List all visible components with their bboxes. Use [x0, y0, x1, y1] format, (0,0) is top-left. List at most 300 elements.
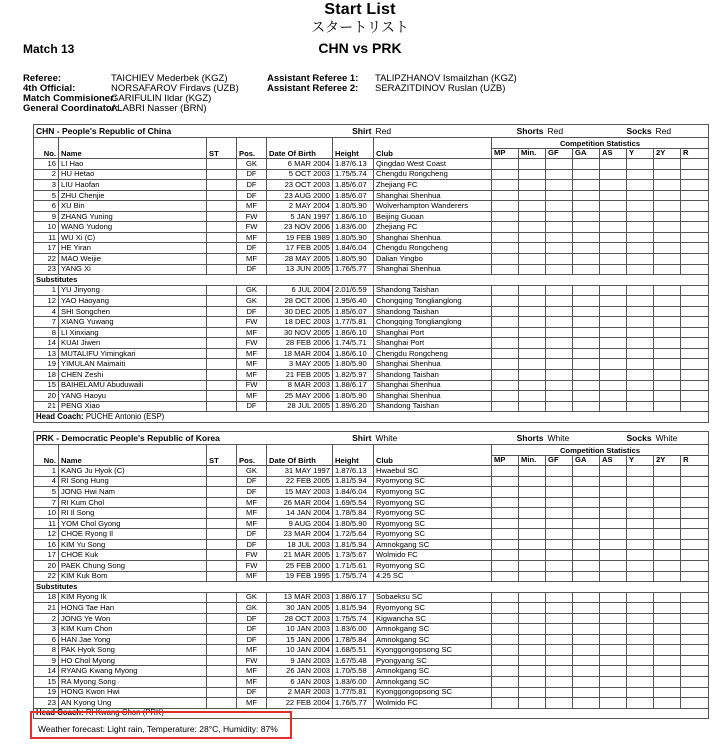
stat-cell	[654, 380, 681, 391]
stat-cell	[519, 529, 546, 540]
stat-cell	[654, 687, 681, 698]
stat-cell	[546, 645, 573, 656]
player-number: 22	[34, 254, 59, 265]
player-number: 18	[34, 592, 59, 603]
player-dob: 15 MAY 2003	[267, 487, 333, 498]
player-dob: 22 FEB 2005	[267, 476, 333, 487]
player-number: 4	[34, 306, 59, 317]
stat-cell	[546, 624, 573, 635]
stat-cell	[519, 190, 546, 201]
col-header-club: Club	[374, 138, 492, 159]
stat-cell	[681, 211, 709, 222]
stat-cell	[492, 180, 519, 191]
player-position: DF	[237, 476, 267, 487]
player-st	[207, 327, 237, 338]
player-club: Ryomyong SC	[374, 508, 492, 519]
player-number: 18	[34, 370, 59, 381]
stat-cell	[573, 348, 600, 359]
head-coach-name: RI Kwang Chon (PRK)	[85, 708, 164, 718]
player-club: Chengdu Rongcheng	[374, 169, 492, 180]
player-name: PAEK Chung Song	[59, 561, 207, 572]
stat-cell	[654, 296, 681, 307]
column-header-row	[34, 445, 709, 456]
player-number: 15	[34, 380, 59, 391]
player-number: 11	[34, 232, 59, 243]
stat-cell	[681, 466, 709, 477]
stat-cell	[519, 698, 546, 709]
stat-cell	[627, 243, 654, 254]
stat-cell	[492, 391, 519, 402]
stat-cell	[600, 159, 627, 170]
stat-cell	[519, 645, 546, 656]
stat-cell	[519, 317, 546, 328]
player-height: 1.88/6.17	[333, 380, 374, 391]
player-number: 17	[34, 243, 59, 254]
stat-cell	[600, 370, 627, 381]
stat-cell	[600, 655, 627, 666]
stat-cell	[654, 698, 681, 709]
head-coach	[34, 412, 709, 423]
stat-cell	[546, 497, 573, 508]
stat-cell	[627, 677, 654, 688]
player-st	[207, 539, 237, 550]
stat-cell	[519, 391, 546, 402]
stat-cell	[627, 687, 654, 698]
stat-cell	[492, 698, 519, 709]
player-number: 21	[34, 603, 59, 614]
stat-cell	[654, 201, 681, 212]
stat-cell	[600, 232, 627, 243]
player-height: 1.72/5.64	[333, 529, 374, 540]
stat-cell	[519, 539, 546, 550]
stat-cell	[681, 624, 709, 635]
stat-cell	[600, 243, 627, 254]
player-position: GK	[237, 285, 267, 296]
officials-right	[267, 74, 517, 94]
player-position: MF	[237, 645, 267, 656]
player-club: Chongqing Tonglianglong	[374, 296, 492, 307]
stat-cell	[654, 497, 681, 508]
player-dob: 9 AUG 2004	[267, 518, 333, 529]
col-header-no: No.	[34, 138, 59, 159]
stat-cell	[519, 571, 546, 582]
player-height: 1.76/5.77	[333, 264, 374, 275]
player-dob: 23 AUG 2000	[267, 190, 333, 201]
stat-cell	[681, 359, 709, 370]
col-header-height: Height	[333, 445, 374, 466]
player-name: AN Kyong Ung	[59, 698, 207, 709]
stat-cell	[492, 687, 519, 698]
stat-cell	[600, 254, 627, 265]
player-dob: 18 JUL 2003	[267, 539, 333, 550]
stat-cell	[654, 550, 681, 561]
player-position: GK	[237, 466, 267, 477]
stat-cell	[627, 159, 654, 170]
stat-cell	[681, 613, 709, 624]
stat-cell	[600, 466, 627, 477]
player-height: 1.77/5.81	[333, 687, 374, 698]
player-row	[34, 380, 709, 391]
stat-cell	[492, 338, 519, 349]
stat-cell	[600, 666, 627, 677]
stat-cell	[600, 603, 627, 614]
player-dob: 18 DEC 2003	[267, 317, 333, 328]
stat-cell	[519, 169, 546, 180]
stat-cell	[546, 327, 573, 338]
player-row	[34, 497, 709, 508]
player-number: 16	[34, 539, 59, 550]
player-number: 12	[34, 529, 59, 540]
stat-cell	[681, 497, 709, 508]
player-number: 20	[34, 561, 59, 572]
official-row	[23, 104, 239, 114]
player-height: 1.81/5.94	[333, 476, 374, 487]
player-name: KANG Ju Hyok (C)	[59, 466, 207, 477]
official-label: Assistant Referee 1:	[267, 73, 359, 84]
stat-cell	[573, 169, 600, 180]
player-club: Shandong Taishan	[374, 306, 492, 317]
stat-cell	[573, 285, 600, 296]
player-position: MF	[237, 698, 267, 709]
stat-cell	[546, 613, 573, 624]
stat-cell	[573, 359, 600, 370]
player-dob: 9 JAN 2003	[267, 655, 333, 666]
stat-cell	[627, 497, 654, 508]
official-label: Assistant Referee 2:	[267, 83, 359, 94]
player-name: RI Song Hung	[59, 476, 207, 487]
stat-cell	[681, 254, 709, 265]
player-name: KIM Yu Song	[59, 539, 207, 550]
stat-cell	[519, 243, 546, 254]
stat-cell	[546, 391, 573, 402]
player-dob: 13 JUN 2005	[267, 264, 333, 275]
player-club: Beijing Guoan	[374, 211, 492, 222]
player-height: 2.01/6.59	[333, 285, 374, 296]
stat-cell	[627, 634, 654, 645]
stat-cell	[492, 306, 519, 317]
player-row	[34, 539, 709, 550]
stat-cell	[546, 190, 573, 201]
stat-cell	[492, 285, 519, 296]
stat-cell	[654, 529, 681, 540]
stat-cell	[681, 487, 709, 498]
player-st	[207, 634, 237, 645]
player-height: 1.80/5.90	[333, 232, 374, 243]
player-name: LI Hao	[59, 159, 207, 170]
official-label: Match Commisioner:	[23, 93, 117, 104]
player-height: 1.87/6.13	[333, 466, 374, 477]
player-height: 1.84/6.04	[333, 243, 374, 254]
stat-cell	[681, 190, 709, 201]
player-dob: 17 FEB 2005	[267, 243, 333, 254]
team-table-chn	[33, 124, 709, 423]
stat-cell	[627, 561, 654, 572]
player-club: Qingdao West Coast	[374, 159, 492, 170]
stat-cell	[546, 401, 573, 412]
player-number: 19	[34, 687, 59, 698]
stat-cell	[654, 190, 681, 201]
stat-cell	[546, 561, 573, 572]
col-header-pos: Pos.	[237, 445, 267, 466]
player-name: BAIHELAMU Abuduwaili	[59, 380, 207, 391]
player-row	[34, 391, 709, 402]
player-number: 14	[34, 666, 59, 677]
player-height: 1.82/5.97	[333, 370, 374, 381]
stat-cell	[546, 466, 573, 477]
player-name: ZHU Chenjie	[59, 190, 207, 201]
player-number: 11	[34, 518, 59, 529]
player-dob: 23 NOV 2006	[267, 222, 333, 233]
stat-cell	[573, 370, 600, 381]
stat-cell	[600, 264, 627, 275]
stat-cell	[627, 201, 654, 212]
player-height: 1.86/6.10	[333, 327, 374, 338]
stat-cell	[627, 518, 654, 529]
stat-cell	[600, 306, 627, 317]
player-club: Ryomyong SC	[374, 497, 492, 508]
stat-cell	[627, 359, 654, 370]
player-name: CHOE Kuk	[59, 550, 207, 561]
stat-cell	[681, 180, 709, 191]
player-height: 1.85/6.07	[333, 180, 374, 191]
stat-cell	[546, 169, 573, 180]
stat-header: GF	[546, 148, 573, 159]
player-height: 1.83/6.00	[333, 677, 374, 688]
stat-cell	[546, 508, 573, 519]
player-row	[34, 159, 709, 170]
official-label: 4th Official:	[23, 83, 76, 94]
stat-cell	[681, 201, 709, 212]
player-st	[207, 380, 237, 391]
stat-cell	[492, 624, 519, 635]
player-position: DF	[237, 243, 267, 254]
player-club: Zhejiang FC	[374, 222, 492, 233]
player-st	[207, 497, 237, 508]
stat-cell	[654, 359, 681, 370]
player-name: PENG Xiao	[59, 401, 207, 412]
stat-cell	[681, 476, 709, 487]
player-row	[34, 222, 709, 233]
stat-cell	[600, 391, 627, 402]
stat-cell	[519, 285, 546, 296]
stat-cell	[573, 497, 600, 508]
stat-cell	[546, 666, 573, 677]
player-height: 1.81/5.94	[333, 539, 374, 550]
player-height: 1.69/5.54	[333, 497, 374, 508]
stat-cell	[600, 201, 627, 212]
player-dob: 5 OCT 2003	[267, 169, 333, 180]
stat-cell	[627, 550, 654, 561]
player-dob: 30 DEC 2005	[267, 306, 333, 317]
stat-cell	[654, 624, 681, 635]
player-height: 1.77/5.81	[333, 317, 374, 328]
player-club: Pyongyang SC	[374, 655, 492, 666]
stat-cell	[654, 232, 681, 243]
stat-cell	[492, 677, 519, 688]
stat-cell	[654, 508, 681, 519]
stat-header: 2Y	[654, 148, 681, 159]
stat-cell	[546, 180, 573, 191]
stat-cell	[600, 348, 627, 359]
player-row	[34, 603, 709, 614]
player-name: CHOE Ryong Il	[59, 529, 207, 540]
stat-cell	[519, 592, 546, 603]
stat-cell	[519, 561, 546, 572]
stat-cell	[681, 561, 709, 572]
player-club: Shanghai Shenhua	[374, 391, 492, 402]
stat-cell	[492, 254, 519, 265]
stat-cell	[492, 359, 519, 370]
stat-cell	[573, 603, 600, 614]
stat-cell	[492, 264, 519, 275]
player-st	[207, 687, 237, 698]
player-height: 1.80/5.90	[333, 391, 374, 402]
player-dob: 25 MAY 2006	[267, 391, 333, 402]
player-position: FW	[237, 338, 267, 349]
player-position: MF	[237, 327, 267, 338]
stat-cell	[492, 550, 519, 561]
stat-header: GA	[573, 455, 600, 466]
stat-cell	[681, 687, 709, 698]
player-position: DF	[237, 306, 267, 317]
player-st	[207, 677, 237, 688]
player-name: YANG Xi	[59, 264, 207, 275]
player-dob: 2 MAY 2004	[267, 201, 333, 212]
stat-cell	[519, 222, 546, 233]
player-st	[207, 348, 237, 359]
player-position: DF	[237, 180, 267, 191]
stat-cell	[627, 180, 654, 191]
player-name: RI Il Song	[59, 508, 207, 519]
player-position: MF	[237, 232, 267, 243]
stat-header: Min.	[519, 455, 546, 466]
stat-cell	[627, 338, 654, 349]
player-st	[207, 317, 237, 328]
player-club: Chongqing Tonglianglong	[374, 317, 492, 328]
stat-cell	[627, 476, 654, 487]
col-header-name: Name	[59, 138, 207, 159]
player-height: 1.81/5.94	[333, 603, 374, 614]
stat-cell	[573, 190, 600, 201]
player-club: Shanghai Shenhua	[374, 359, 492, 370]
player-dob: 18 MAR 2004	[267, 348, 333, 359]
stat-cell	[681, 518, 709, 529]
stat-cell	[546, 359, 573, 370]
stat-cell	[546, 571, 573, 582]
player-position: MF	[237, 348, 267, 359]
player-position: DF	[237, 264, 267, 275]
stat-cell	[519, 655, 546, 666]
player-name: MUTALIFU Yimingkari	[59, 348, 207, 359]
player-st	[207, 698, 237, 709]
player-club: Amnokgang SC	[374, 666, 492, 677]
player-st	[207, 666, 237, 677]
player-club: Chengdu Rongcheng	[374, 348, 492, 359]
player-dob: 19 FEB 1995	[267, 571, 333, 582]
player-st	[207, 211, 237, 222]
player-height: 1.85/6.07	[333, 190, 374, 201]
player-row	[34, 529, 709, 540]
player-club: 4.25 SC	[374, 571, 492, 582]
player-name: RI Kum Chol	[59, 497, 207, 508]
stat-cell	[519, 296, 546, 307]
player-name: JONG Ye Won	[59, 613, 207, 624]
player-position: GK	[237, 592, 267, 603]
player-number: 23	[34, 264, 59, 275]
player-number: 16	[34, 159, 59, 170]
player-st	[207, 401, 237, 412]
stat-cell	[627, 666, 654, 677]
head-coach-label: Head Coach:	[36, 411, 84, 421]
player-position: FW	[237, 317, 267, 328]
player-height: 1.75/5.74	[333, 571, 374, 582]
stat-cell	[546, 380, 573, 391]
stat-cell	[600, 359, 627, 370]
player-row	[34, 624, 709, 635]
stat-cell	[573, 159, 600, 170]
player-club: Ryomyong SC	[374, 487, 492, 498]
stat-cell	[654, 348, 681, 359]
stat-cell	[573, 487, 600, 498]
stat-cell	[492, 327, 519, 338]
player-position: GK	[237, 159, 267, 170]
stat-cell	[654, 338, 681, 349]
stat-cell	[573, 624, 600, 635]
player-club: Shanghai Shenhua	[374, 380, 492, 391]
player-row	[34, 359, 709, 370]
col-header-name: Name	[59, 445, 207, 466]
stat-cell	[519, 508, 546, 519]
player-number: 12	[34, 296, 59, 307]
player-position: GK	[237, 603, 267, 614]
col-header-pos: Pos.	[237, 138, 267, 159]
stat-cell	[573, 201, 600, 212]
stat-cell	[654, 561, 681, 572]
player-dob: 23 OCT 2003	[267, 180, 333, 191]
col-header-height: Height	[333, 138, 374, 159]
kit-label: Shorts	[492, 125, 546, 138]
player-number: 3	[34, 180, 59, 191]
kit-label: Shirt	[333, 125, 374, 138]
player-st	[207, 338, 237, 349]
stat-header: Y	[627, 455, 654, 466]
player-number: 6	[34, 201, 59, 212]
stat-cell	[600, 539, 627, 550]
player-dob: 31 MAY 1997	[267, 466, 333, 477]
stat-cell	[573, 476, 600, 487]
stat-cell	[681, 222, 709, 233]
player-number: 20	[34, 391, 59, 402]
stat-cell	[627, 264, 654, 275]
stat-cell	[573, 634, 600, 645]
official-value: GARIFULIN Ildar (KGZ)	[111, 93, 212, 104]
stat-cell	[654, 211, 681, 222]
player-club: Shandong Taishan	[374, 370, 492, 381]
player-row	[34, 645, 709, 656]
player-club: Shandong Taishan	[374, 401, 492, 412]
stat-cell	[600, 401, 627, 412]
player-st	[207, 254, 237, 265]
stat-cell	[519, 613, 546, 624]
team-header-row	[34, 125, 709, 138]
stat-cell	[546, 317, 573, 328]
officials-left	[23, 74, 239, 114]
shorts-color: Red	[546, 125, 600, 138]
stat-cell	[492, 370, 519, 381]
stat-cell	[573, 232, 600, 243]
player-height: 1.89/6.20	[333, 401, 374, 412]
stat-cell	[627, 624, 654, 635]
